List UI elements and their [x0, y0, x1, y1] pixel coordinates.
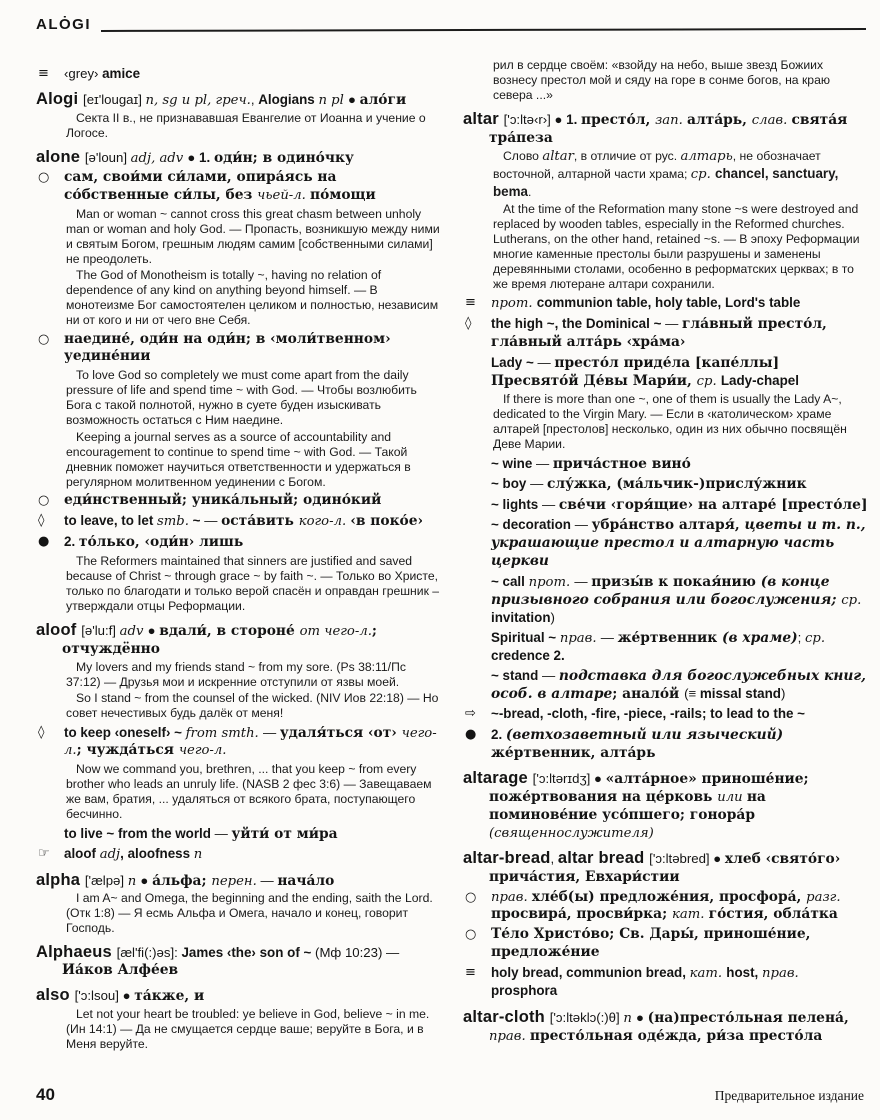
text-run: James ‹the› son of ~ [181, 945, 316, 960]
example-paragraph [66, 691, 441, 721]
text-run: рил в сердце своём: «взойду на небо, выше звезд Божиих вознесу престол мой и сяду на горе в сонме богов, на краю севера ...» [493, 57, 830, 102]
text-run: ‹grey› [64, 65, 103, 81]
text-run: еди́нственный; уника́льный; одино́кий [64, 492, 382, 508]
text-run: , [250, 92, 259, 107]
text-run: ; анало́й [612, 685, 685, 702]
text-run: — [214, 825, 232, 841]
example-paragraph [493, 202, 868, 292]
text-run: Now we command you, brethren, ... that you keep ~ from every brother who leads an unruly life. (NASB 2 фес 3:6) — Завещаваем же вам, братия, ... удаляться от всякого брата, поступающего бесчинно. [66, 762, 432, 821]
marker-paragraph [463, 926, 868, 961]
entry-headword-paragraph [463, 850, 868, 886]
text-run: smb. [157, 514, 189, 529]
text-run: adv [119, 624, 148, 639]
entry-headword-paragraph [36, 149, 441, 167]
text-run: зап. [655, 112, 687, 128]
text-run: 1. [199, 149, 214, 165]
marker-paragraph [36, 724, 441, 760]
text-run: го́стия, обла́тка [708, 906, 838, 922]
text-run: — [530, 476, 547, 491]
text-run: кого-л. [298, 514, 351, 529]
sub-entry-line [491, 573, 868, 627]
sub-entry-line [64, 825, 441, 843]
text-run: adj [99, 847, 121, 862]
text-run: Те́ло Христо́во; Св. Дары́, приноше́ние, предложе́ние [491, 926, 811, 960]
text-run: прот. [491, 296, 537, 311]
marker-paragraph [36, 845, 441, 864]
example-paragraph [66, 111, 441, 141]
list-marker: ● [38, 534, 50, 549]
text-run: — [536, 455, 553, 471]
list-marker: ○ [465, 889, 477, 905]
text-run: Spiritual ~ [491, 629, 560, 645]
page-footer [36, 1086, 864, 1104]
text-run: прот. [528, 574, 575, 590]
text-run: (священнослужителя) [489, 826, 654, 841]
text-run: ; отчуждённо [62, 623, 377, 657]
text-run: ~ boy [491, 476, 531, 491]
list-marker: ≡ [38, 65, 49, 81]
text-run: If there is more than one ~, one of them is usually the Lady A~, dedicated to the Virgin Mary. — Если в ‹католическом› храме алтарей [престолов] несколько, один из них обычно посвящён Деве Марии. [493, 392, 847, 451]
text-run: прича́стное вино́ [552, 455, 691, 472]
text-run: altar [463, 109, 504, 128]
text-run: нача́ло [277, 872, 335, 889]
text-run: ~ call [491, 573, 529, 589]
text-run: ● [348, 92, 360, 107]
text-run: цветы и т. п., украшающие престол и алтарную часть церкви [491, 517, 866, 569]
text-run: престо́льная оде́жда, ри́за престо́ла [529, 1027, 823, 1044]
text-run: At the time of the Reformation many stone ~s were destroyed and replaced by wooden tables, especially in the Reformed churches. Lutherans, on the other hand, retained ~s. — В эпоху Реформации многие каменные престолы были разрушены и заменены деревянными столами, особенно в реформатских церквах; в то же время лютеране алтари сохранили. [493, 201, 860, 291]
text-run: ~ decoration [491, 517, 575, 532]
text-run: (на)престо́льная пелена́, [647, 1009, 849, 1026]
text-run: — [256, 872, 278, 888]
text-run: чьей-л. [257, 187, 311, 203]
text-run: ) [780, 685, 786, 701]
text-run: Man or woman ~ cannot cross this great chasm between unholy man or woman and holy God. — Пропасть, возникшую между ними и святым Богом, грешным людям самим [собственными силами] не преодолеть. [66, 206, 440, 266]
text-run: све́чи ‹горя́щие› на алтаре́ [престо́ле] [558, 496, 868, 513]
text-run: ● [636, 1009, 648, 1025]
entry-headword-paragraph [36, 987, 441, 1005]
text-run: по́мощи [310, 186, 376, 203]
text-run: прав. [762, 965, 799, 981]
example-paragraph [66, 762, 441, 822]
marker-paragraph [36, 331, 441, 366]
text-run: ср. [696, 373, 721, 389]
text-run: adj, adv [130, 150, 188, 166]
list-marker: ≡ [465, 295, 476, 310]
sub-entry-line [491, 496, 868, 514]
example-paragraph [66, 207, 441, 267]
marker-paragraph [463, 315, 868, 351]
text-run: перен. [211, 873, 257, 889]
text-run: — [537, 354, 555, 370]
text-run: So I stand ~ from the counsel of the wicked. (NIV Иов 22:18) — Но совет нечестивых будь далёк от меня! [66, 691, 439, 720]
text-run: alone [36, 147, 85, 166]
text-run: хлеб ‹свято́го› прича́стия, Евхари́стии [489, 851, 841, 885]
text-run: to leave, to let [64, 513, 158, 528]
text-run: The Reformers maintained that sinners are justified and saved because of Christ ~ through grace ~ by faith ~. — Только во Христе, только по благодати и только верой спасён и оправдан грешник – утверждали отцы Реформации. [66, 554, 440, 613]
text-run: My lovers and my friends stand ~ from my sore. (Ps 38:11/Пс 37:12) — Друзья мои и искренние отступили от язвы моей. [66, 659, 406, 689]
marker-paragraph [36, 492, 441, 510]
text-run: (≡ [684, 685, 700, 701]
text-run: The God of Monotheism is totally ~, having no relation of dependence of any kind on anything beyond himself. — В монотеизме Бог самостоятелен целиком и полностью, независим ни от кого и ни от чего вне Себя. [66, 268, 439, 327]
list-marker: ○ [38, 331, 50, 347]
marker-paragraph [463, 294, 868, 313]
text-run: ['ɔ:ltəklɔ(:)θ] [549, 1009, 624, 1025]
text-run: убра́нство алтаря́, [591, 517, 745, 533]
marker-paragraph [463, 964, 868, 1001]
text-run: altar [542, 149, 574, 164]
text-run: оди́н; в одино́чку [213, 149, 354, 166]
text-run: [eɪ'lougaɪ] [83, 92, 146, 107]
text-run: To love God so completely we must come apart from the daily pressure of life and spend time ~ with God. — Чтобы возлюбить Бога с такой полнотой, нужно в суете буден изыскивать возможность остаться с Ним наедине. [66, 368, 417, 427]
example-paragraph [66, 430, 441, 490]
text-run: кат. [671, 907, 709, 922]
text-run: оста́вить [221, 513, 299, 529]
page-header [36, 16, 866, 34]
text-run: ['ɔ:lsou] [74, 988, 123, 1003]
text-run: ср. [805, 630, 826, 646]
marker-paragraph [36, 533, 441, 552]
sub-entry-line [491, 516, 868, 570]
text-run: 2. [64, 534, 79, 549]
guide-word: ALȮGI [36, 16, 91, 33]
sub-entry-line [491, 475, 868, 493]
text-run: кат. [689, 965, 727, 981]
text-run: 1. [566, 111, 582, 127]
text-run: ало́ги [359, 92, 407, 108]
example-paragraph [493, 148, 868, 200]
example-paragraph [66, 554, 441, 614]
list-marker: ◊ [465, 316, 472, 331]
text-run: holy bread, communion bread, [491, 964, 690, 980]
text-run: ср. [841, 592, 862, 608]
text-run: Alogi [36, 90, 84, 108]
text-run: communion table, holy table, Lord's table [536, 295, 801, 310]
text-run: (Мф 10:23) — [315, 945, 400, 960]
text-run: престо́л приде́ла [капе́ллы] Пресвято́й Де́вы Мари́и, [491, 354, 780, 389]
text-run: aloof [36, 621, 82, 639]
marker-paragraph [463, 705, 868, 724]
text-run: ● [147, 623, 160, 638]
text-run: from smth. [185, 725, 263, 741]
text-run: подставка для богослужебных книг, особ. в алтаре [491, 667, 866, 702]
list-marker: ◊ [38, 513, 45, 528]
text-run: to keep ‹oneself› ~ [64, 724, 186, 740]
text-run: уйти́ от ми́ра [231, 825, 338, 842]
text-run: missal stand [699, 685, 781, 701]
text-run: же́ртвенник, алта́рь [491, 744, 656, 761]
text-run: — [600, 629, 618, 645]
text-run: ср. [690, 167, 715, 182]
text-run: host, [726, 964, 763, 980]
text-run: alpha [36, 870, 85, 889]
text-run: (в храме) [722, 629, 798, 646]
right-column [463, 56, 868, 1046]
marker-paragraph [463, 889, 868, 924]
text-run: ['ælpə] [84, 872, 128, 888]
text-run: алтарь [680, 149, 733, 164]
example-paragraph [66, 891, 441, 936]
text-run: — [541, 667, 559, 683]
text-run: amice [102, 65, 141, 81]
text-run: invitation [491, 609, 551, 625]
entry-headword-paragraph [463, 770, 868, 842]
example-paragraph [66, 268, 441, 328]
text-run: ['ɔ:ltəbred] ● [649, 851, 725, 866]
text-run: aloof [64, 846, 100, 861]
text-run: [ə'loun] [84, 149, 131, 165]
entry-headword-paragraph [463, 1009, 868, 1045]
edition-note: Предварительное издание [714, 1088, 864, 1103]
list-marker: ◊ [38, 724, 45, 740]
text-run: Lady ~ [491, 354, 538, 370]
entry-headword-paragraph [36, 944, 441, 979]
text-run: chancel, sanctuary, bema [493, 166, 839, 199]
text-run: n [193, 847, 203, 862]
text-run: разг. [806, 889, 841, 905]
text-run: also [36, 986, 75, 1004]
text-run: ) [550, 609, 555, 625]
text-run: — [541, 496, 559, 512]
text-run: , aloofness [120, 846, 194, 861]
sub-entry-line [491, 667, 868, 703]
list-marker: ○ [38, 170, 50, 185]
text-run: — [665, 316, 682, 331]
text-run: ● [554, 111, 567, 127]
text-run: чего-л. [178, 743, 227, 758]
sub-entry-line [491, 629, 868, 665]
text-run: , не обозначает восточной, алтарной части храма; [493, 149, 821, 181]
sub-entry-line [491, 354, 868, 390]
example-paragraph [66, 1007, 441, 1052]
text-run: ['ɔ:ltə‹r›] [503, 111, 555, 127]
text-run: altar-bread [463, 849, 551, 867]
text-run: Секта II в., не признававшая Евангелие от Иоанна и учение о Логосе. [66, 110, 426, 140]
text-run: наедине́, оди́н на оди́н; в ‹моли́твенном› уедине́нии [64, 330, 391, 364]
text-run: [æl'fi(:)əs]: [116, 945, 182, 960]
list-marker: ⇨ [465, 706, 476, 721]
text-run: слав. [751, 112, 792, 128]
example-paragraph [66, 660, 441, 690]
text-run: altarage [463, 769, 533, 787]
text-run: сам, свои́ми си́лами, опира́ясь на со́бственные си́лы, без [64, 169, 337, 203]
text-run: или [717, 790, 747, 805]
page-number: 40 [36, 1085, 55, 1104]
text-run: вдали́, в стороне́ [159, 623, 300, 639]
entry-headword-paragraph [36, 872, 441, 890]
text-run: ● [187, 149, 200, 165]
text-run: хле́б(ы) предложе́ния, просфора́, [531, 888, 807, 905]
text-run: то́лько, ‹оди́н› лишь [78, 534, 244, 550]
list-marker: ≡ [465, 964, 476, 980]
text-run: prosphora [491, 983, 558, 998]
continuation-paragraph [493, 58, 868, 103]
left-column [36, 62, 441, 1052]
text-run: Alogians [258, 92, 319, 107]
text-run: ● [122, 988, 135, 1003]
text-run: altar bread [557, 849, 650, 867]
entry-headword-paragraph [463, 111, 868, 147]
text-run: Keeping a journal serves as a source of accountability and encouragement to continue to spend time ~ with God. — Такой дневник поможет научиться ответственности и удержаться в регулярном молитвенном уединении с Богом. [66, 429, 411, 489]
text-run: Let not your heart be troubled: ye believe in God, believe ~ in me. (Ин 14:1) — Да не смущается сердце ваше; веруйте в Бога, и в Меня веруйте. [66, 1006, 430, 1051]
marker-paragraph [463, 726, 868, 762]
text-run: Lady-chapel [720, 372, 799, 388]
text-run: credence 2. [491, 647, 565, 663]
text-run: ~ wine [491, 455, 537, 471]
text-run: ~ lights [491, 496, 542, 512]
text-run: гла́вный престо́л, гла́вный алта́рь ‹хра́ма› [491, 316, 827, 350]
two-column-text [36, 57, 868, 1052]
text-run: ● [593, 771, 606, 786]
text-run: 2. [491, 727, 506, 742]
text-run: ~ stand [491, 667, 542, 683]
text-run: Alphaeus [36, 943, 117, 961]
header-rule [101, 28, 866, 32]
entry-headword-paragraph [36, 91, 441, 109]
text-run: от чего-л. [299, 624, 372, 639]
entry-headword-paragraph [36, 622, 441, 658]
text-run: n pl [318, 93, 348, 108]
text-run: Слово [503, 149, 543, 163]
text-run: «алта́рное» приноше́ние; поже́ртвования на це́рковь [489, 771, 809, 805]
marker-paragraph [36, 512, 441, 531]
text-run: прав. [491, 889, 532, 905]
list-marker: ○ [38, 493, 50, 508]
text-run: [ə'lu:f] [81, 623, 120, 638]
text-run: I am A~ and Omega, the beginning and the ending, saith the Lord. (Отк 1:8) — Я есмь Альфа и Омега, начало и конец, говорит Господь. [66, 891, 433, 935]
text-run: — [574, 573, 592, 589]
text-run: ~ [188, 513, 205, 528]
text-run: прав. [489, 1028, 530, 1044]
text-run: ‹в поко́е› [350, 513, 424, 529]
marker-paragraph [36, 65, 441, 84]
text-run: ; [797, 629, 805, 645]
text-run: прав. [559, 630, 601, 646]
text-run: , [550, 851, 558, 866]
text-run: Иа́ков Алфе́ев [62, 962, 179, 978]
text-run: ['ɔ:ltərɪdʒ] [532, 771, 594, 786]
text-run: просвира́, просви́рка; [491, 906, 672, 922]
text-run: свята́я тра́пеза [489, 111, 848, 146]
text-run: же́ртвенник [617, 629, 723, 646]
text-run: ● [140, 872, 153, 888]
text-run: на поминове́ние усо́пшего; гонора́р [489, 789, 766, 823]
text-run: altar-cloth [463, 1007, 550, 1026]
text-run: ~-bread, -cloth, -fire, -piece, -rails; to lead to the ~ [491, 706, 805, 721]
text-run: а́льфа; [152, 872, 212, 889]
text-run: . [527, 185, 532, 199]
text-run: чего-л. [64, 725, 437, 758]
text-run: , в отличие от рус. [573, 149, 681, 163]
text-run: — [204, 513, 222, 528]
text-run: слу́жка, (ма́льчик-)прислу́жник [546, 476, 807, 492]
text-run: та́кже, и [134, 988, 205, 1004]
text-run: — [574, 517, 592, 532]
text-run: n [127, 873, 141, 889]
list-marker: ● [465, 727, 477, 742]
text-run: ; чужда́ться [76, 742, 179, 758]
text-run: алта́рь, [687, 111, 752, 128]
text-run: n, sg и pl, греч. [145, 93, 251, 108]
text-run: (ветхозаветный или языческий) [505, 727, 784, 743]
list-marker: ☞ [38, 846, 50, 861]
text-run: удаля́ться ‹от› [279, 724, 402, 741]
sub-entry-line [491, 455, 868, 473]
list-marker: ○ [465, 927, 477, 942]
text-run: to live ~ from the world [64, 825, 215, 841]
example-paragraph [66, 368, 441, 428]
text-run: n [623, 1010, 637, 1026]
example-paragraph [493, 392, 868, 452]
text-run: the high ~, the Dominical ~ [491, 316, 666, 331]
marker-paragraph [36, 169, 441, 204]
text-run: (в конце призывного собрания или богослужения; [491, 573, 842, 608]
text-run: престо́л, [581, 111, 656, 128]
text-run: — [262, 724, 280, 740]
text-run: призы́в к покая́нию [591, 573, 761, 590]
